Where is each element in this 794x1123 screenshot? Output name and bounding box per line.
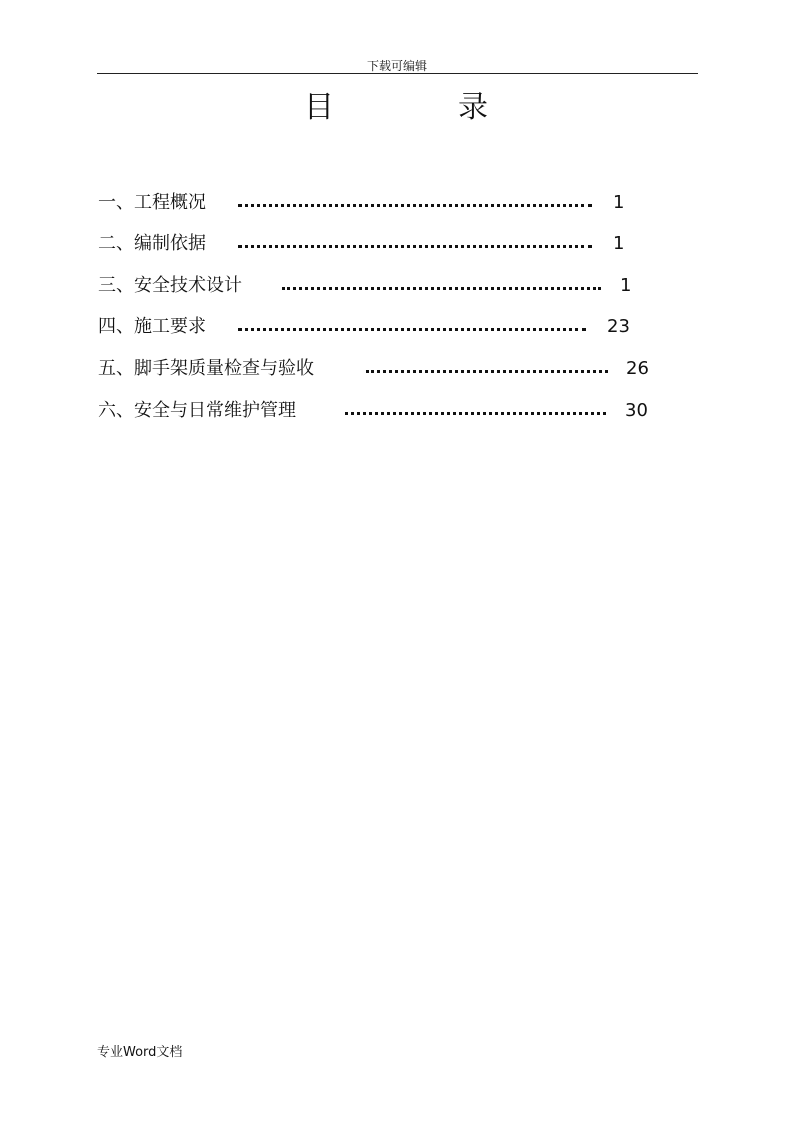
page-footer: 专业Word文档 (97, 1045, 183, 1060)
toc-entry-page: 30 (625, 400, 648, 421)
toc-title-char-1: 目 (304, 90, 334, 125)
toc-entry-page: 1 (613, 233, 625, 254)
toc-entry-label: 二、编制依据 (98, 233, 206, 254)
toc-entry-label: 五、脚手架质量检查与验收 (98, 358, 314, 379)
toc-entry-label: 三、安全技术设计 (98, 275, 242, 296)
toc-entry[interactable] (98, 232, 638, 256)
toc-leader-dots (238, 204, 592, 207)
header-divider (97, 73, 698, 74)
toc-leader-dots (238, 328, 586, 331)
toc-entry-page: 26 (626, 358, 649, 379)
toc-entry[interactable] (98, 274, 643, 298)
toc-entry-page: 1 (613, 192, 625, 213)
toc-entry-page: 1 (620, 275, 632, 296)
toc-leader-dots (238, 245, 592, 248)
toc-entry[interactable] (98, 191, 638, 215)
page-header: 下载可编辑 (366, 59, 427, 73)
toc-leader-dots (345, 412, 606, 415)
toc-leader-dots (282, 287, 601, 290)
toc-entry[interactable] (98, 399, 658, 423)
toc-leader-dots (366, 370, 608, 373)
toc-entry-page: 23 (607, 316, 630, 337)
toc-entry-label: 六、安全与日常维护管理 (98, 400, 296, 421)
toc-entry[interactable] (98, 357, 658, 381)
toc-title (0, 88, 794, 128)
toc-title-char-2: 录 (458, 90, 488, 125)
toc-entry-label: 一、工程概况 (98, 192, 206, 213)
toc-entry[interactable] (98, 315, 638, 339)
toc-entry-label: 四、施工要求 (98, 316, 206, 337)
